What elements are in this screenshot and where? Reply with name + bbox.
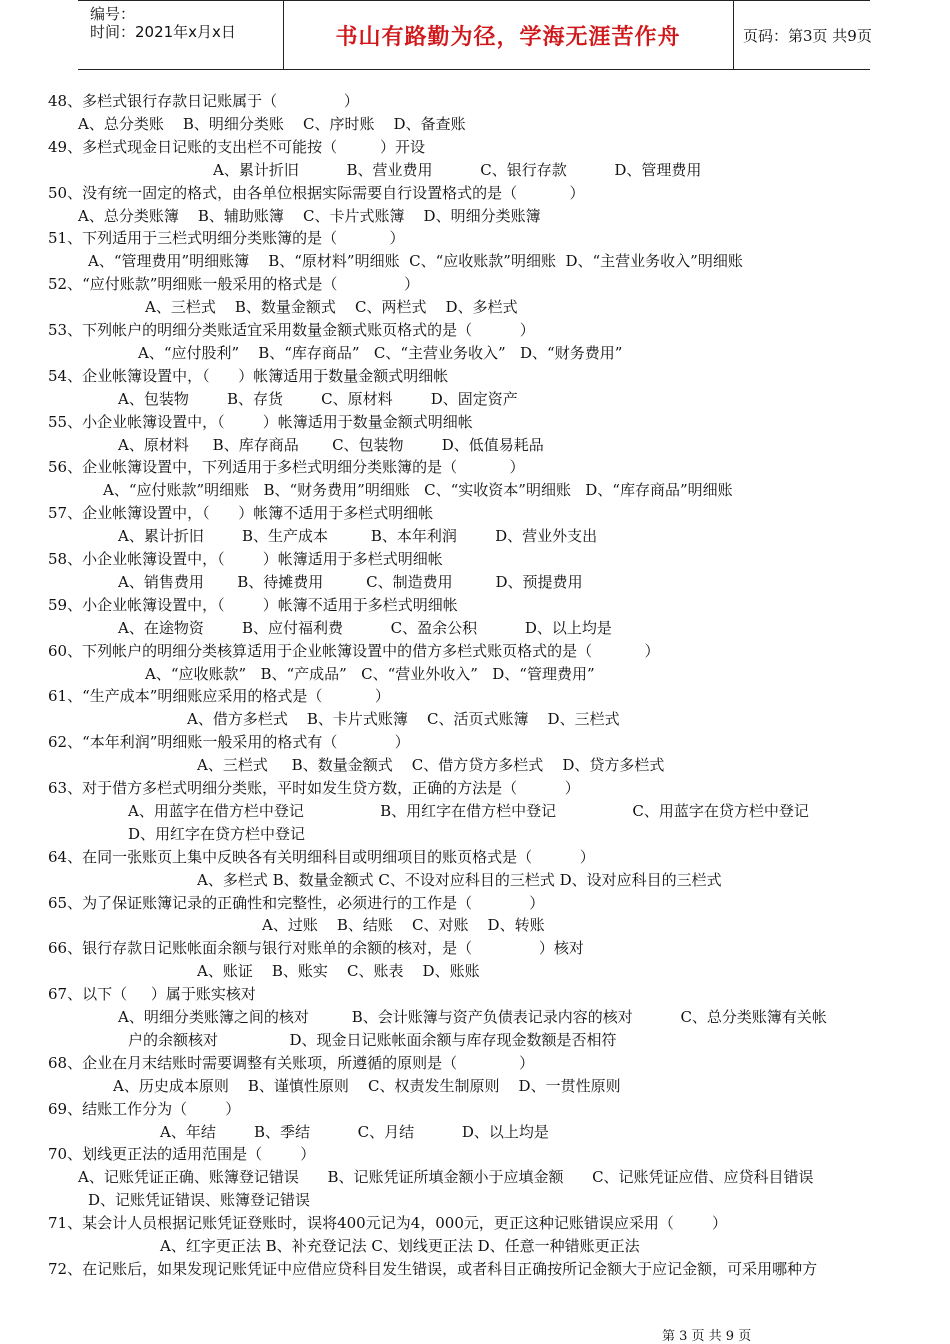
answer-options: A、三栏式 B、数量金额式 C、两栏式 D、多栏式 bbox=[145, 298, 518, 317]
header-info-cell bbox=[78, 1, 284, 69]
answer-options: A、多栏式 B、数量金额式 C、不设对应科目的三栏式 D、设对应科目的三栏式 bbox=[197, 870, 722, 889]
question-stem: 59、小企业帐簿设置中，（ ）帐簿不适用于多栏式明细帐 bbox=[48, 595, 458, 614]
answer-options: D、记账凭证错误、账簿登记错误 bbox=[88, 1191, 311, 1210]
answer-options: A、记账凭证正确、账簿登记错误 B、记账凭证所填金额小于应填金额 C、记账凭证应借、应贷科目错误 bbox=[78, 1168, 814, 1187]
question-stem: 54、企业帐簿设置中，（ ）帐簿适用于数量金额式明细帐 bbox=[48, 366, 449, 385]
question-stem: 58、小企业帐簿设置中，（ ）帐簿适用于多栏式明细帐 bbox=[48, 550, 443, 568]
question-stem: 65、为了保证账簿记录的正确性和完整性，必须进行的工作是（ ） bbox=[48, 893, 545, 912]
question-stem: 56、企业帐簿设置中，下列适用于多栏式明细分类账簿的是（ ） bbox=[48, 458, 525, 477]
answer-options: A、销售费用 B、待摊费用 C、制造费用 D、预提费用 bbox=[118, 572, 583, 591]
question-stem: 60、下列帐户的明细分类核算适用于企业帐簿设置中的借方多栏式账页格式的是（ ） bbox=[48, 641, 660, 660]
question-stem: 62、“本年利润”明细账一般采用的格式有（ ） bbox=[48, 733, 410, 752]
question-stem: 72、在记账后，如果发现记账凭证中应借应贷科目发生错误，或者科目正确按所记金额大于应记金额，可采用哪种方 bbox=[48, 1259, 818, 1278]
answer-options: A、借方多栏式 B、卡片式账簿 C、活页式账簿 D、三栏式 bbox=[187, 710, 620, 729]
question-stem: 61、“生产成本”明细账应采用的格式是（ ） bbox=[48, 687, 390, 706]
answer-options: 户的余额核对 D、现金日记账帐面余额与库存现金数额是否相符 bbox=[128, 1030, 617, 1049]
page-header bbox=[78, 0, 870, 70]
question-stem: 71、某会计人员根据记账凭证登账时，误将400元记为4，000元，更正这种记账错误应采用（ ） bbox=[48, 1214, 728, 1233]
answer-options: A、“应付账款”明细账 B、“财务费用”明细账 C、“实收资本”明细账 D、“库存商品”明细账 bbox=[103, 481, 733, 500]
header-motto: 书山有路勤为径，学海无涯苦作舟 bbox=[335, 24, 681, 50]
answer-options: A、账证 B、账实 C、账表 D、账账 bbox=[197, 962, 480, 981]
question-stem: 66、银行存款日记账帐面余额与银行对账单的余额的核对，是（ ）核对 bbox=[48, 939, 584, 958]
question-stem: 48、多栏式银行存款日记账属于（ ） bbox=[48, 92, 359, 110]
question-stem: 52、“应付账款”明细账一般采用的格式是（ ） bbox=[48, 275, 420, 294]
answer-options: A、原材料 B、库存商品 C、包装物 D、低值易耗品 bbox=[118, 435, 544, 454]
answer-options: A、累计折旧 B、生产成本 B、本年利润 D、营业外支出 bbox=[118, 527, 598, 546]
question-stem: 70、划线更正法的适用范围是（ ） bbox=[48, 1145, 316, 1164]
question-stem: 57、企业帐簿设置中，（ ）帐簿不适用于多栏式明细帐 bbox=[48, 504, 434, 523]
question-stem: 64、在同一张账页上集中反映各有关明细科目或明细项目的账页格式是（ ） bbox=[48, 847, 595, 866]
question-stem: 53、下列帐户的明细分类账适宜采用数量金额式账页格式的是（ ） bbox=[48, 321, 535, 339]
answer-options: D、用红字在贷方栏中登记 bbox=[128, 824, 306, 843]
question-stem: 63、对于借方多栏式明细分类账，平时如发生贷方数，正确的方法是（ ） bbox=[48, 779, 580, 797]
answer-options: A、过账 B、结账 C、对账 D、转账 bbox=[262, 916, 545, 935]
answer-options: A、年结 B、季结 C、月结 D、以上均是 bbox=[160, 1122, 549, 1141]
document-time-label: 时间：2021年x月x日 bbox=[90, 23, 236, 41]
question-stem: 67、以下（ ）属于账实核对 bbox=[48, 985, 256, 1004]
answer-options: A、红字更正法 B、补充登记法 C、划线更正法 D、任意一种错账更正法 bbox=[160, 1237, 640, 1255]
header-page-cell bbox=[733, 1, 880, 69]
answer-options: A、用蓝字在借方栏中登记 B、用红字在借方栏中登记 C、用蓝字在贷方栏中登记 bbox=[128, 801, 809, 820]
question-stem: 49、多栏式现金日记账的支出栏不可能按（ ）开设 bbox=[48, 137, 426, 156]
answer-options: A、累计折旧 B、营业费用 C、银行存款 D、管理费用 bbox=[213, 160, 702, 179]
answer-options: A、三栏式 B、数量金额式 C、借方贷方多栏式 D、贷方多栏式 bbox=[197, 756, 665, 775]
answer-options: A、“应收账款” B、“产成品” C、“营业外收入” D、“管理费用” bbox=[145, 664, 595, 683]
question-stem: 68、企业在月末结账时需要调整有关账项，所遵循的原则是（ ） bbox=[48, 1053, 535, 1072]
answer-options: A、“应付股利” B、“库存商品” C、“主营业务收入” D、“财务费用” bbox=[138, 343, 623, 362]
question-stem: 55、小企业帐簿设置中，（ ）帐簿适用于数量金额式明细帐 bbox=[48, 412, 473, 431]
answer-options: A、包装物 B、存货 C、原材料 D、固定资产 bbox=[118, 389, 518, 408]
header-motto-cell bbox=[283, 1, 734, 69]
header-page-label: 页码：第3页 共9页 bbox=[743, 26, 872, 45]
page-footer: 第 3 页 共 9 页 bbox=[662, 1329, 752, 1344]
answer-options: A、总分类账簿 B、辅助账簿 C、卡片式账簿 D、明细分类账簿 bbox=[78, 206, 541, 225]
answer-options: A、总分类账 B、明细分类账 C、序时账 D、备查账 bbox=[78, 114, 466, 133]
answer-options: A、明细分类账簿之间的核对 B、会计账簿与资产负债表记录内容的核对 C、总分类账簿有关帐 bbox=[118, 1008, 827, 1026]
answer-options: A、在途物资 B、应付福利费 C、盈余公积 D、以上均是 bbox=[118, 618, 612, 637]
question-stem: 69、结账工作分为（ ） bbox=[48, 1099, 241, 1118]
question-stem: 50、没有统一固定的格式，由各单位根据实际需要自行设置格式的是（ ） bbox=[48, 183, 585, 202]
answer-options: A、历史成本原则 B、谨慎性原则 C、权责发生制原则 D、一贯性原则 bbox=[113, 1076, 621, 1095]
question-stem: 51、下列适用于三栏式明细分类账簿的是（ ） bbox=[48, 229, 405, 248]
document-number-label: 编号： bbox=[90, 5, 136, 23]
answer-options: A、“管理费用”明细账簿 B、“原材料”明细账 C、“应收账款”明细账 D、“主营业务收入”明细账 bbox=[88, 252, 743, 271]
